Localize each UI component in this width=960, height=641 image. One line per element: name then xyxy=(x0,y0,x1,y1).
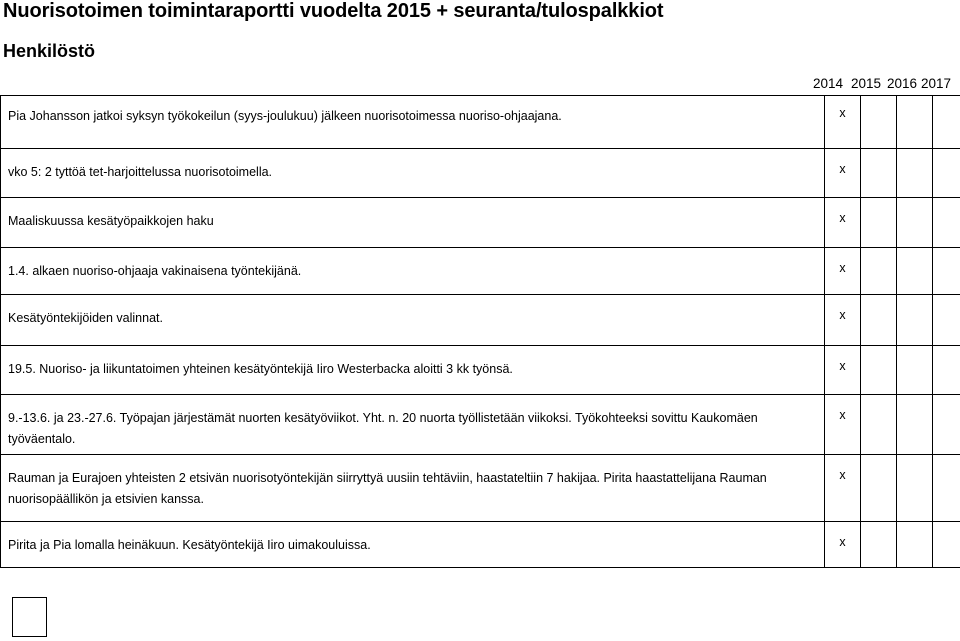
row-text: Kesätyöntekijöiden valinnat. xyxy=(8,311,163,325)
table-row xyxy=(1,455,960,522)
year-cell xyxy=(861,198,897,248)
year-label-2014: 2014 xyxy=(813,76,844,91)
year-cell xyxy=(897,248,933,295)
year-cell xyxy=(897,455,933,522)
year-cell xyxy=(897,149,933,198)
year-cell xyxy=(861,346,897,395)
year-mark: x xyxy=(839,261,846,275)
table-row xyxy=(1,522,960,568)
table-row xyxy=(1,395,960,455)
table-row xyxy=(1,198,960,248)
table-row xyxy=(1,346,960,395)
year-cell xyxy=(933,395,960,455)
year-cell xyxy=(933,149,960,198)
year-cell xyxy=(897,346,933,395)
year-label-2016: 2016 xyxy=(887,76,918,91)
year-cell xyxy=(897,395,933,455)
row-text: Pia Johansson jatkoi syksyn työkokeilun (syys-joulukuu) jälkeen nuorisotoimessa nuoriso-ohjaajana. xyxy=(8,109,562,123)
year-mark: x xyxy=(839,535,846,549)
year-cell xyxy=(861,96,897,149)
year-cell xyxy=(897,198,933,248)
year-cell xyxy=(861,149,897,198)
year-cell xyxy=(897,522,933,568)
row-text: Rauman ja Eurajoen yhteisten 2 etsivän nuorisotyöntekijän siirryttyä uusiin tehtäviin, haastateltiin 7 hakijaa. Pirita haastattelijana Rauman nuorisopäällikön ja etsivien kanssa. xyxy=(8,471,767,506)
year-cell xyxy=(897,96,933,149)
row-text: Maaliskuussa kesätyöpaikkojen haku xyxy=(8,214,214,228)
year-cell xyxy=(861,248,897,295)
table-row xyxy=(1,295,960,346)
year-mark: x xyxy=(839,408,846,422)
row-text: 9.-13.6. ja 23.-27.6. Työpajan järjestämät nuorten kesätyöviikot. Yht. n. 20 nuorta työllistetään viikoksi. Työkohteeksi sovittu Kaukomäen työväentalo. xyxy=(8,411,758,446)
year-mark: x xyxy=(839,162,846,176)
year-cell xyxy=(861,522,897,568)
year-cell xyxy=(933,295,960,346)
year-label-2017: 2017 xyxy=(921,76,952,91)
page-title: Nuorisotoimen toimintaraportti vuodelta 2015 + seuranta/tulospalkkiot xyxy=(3,0,664,22)
year-cell xyxy=(933,198,960,248)
table-row xyxy=(1,149,960,198)
row-text: Pirita ja Pia lomalla heinäkuun. Kesätyöntekijä Iiro uimakouluissa. xyxy=(8,538,371,552)
empty-checkbox[interactable] xyxy=(12,597,47,637)
section-heading: Henkilöstö xyxy=(3,41,96,61)
report-table xyxy=(0,95,960,568)
year-cell xyxy=(933,346,960,395)
year-mark: x xyxy=(839,106,846,120)
row-text: 19.5. Nuoriso- ja liikuntatoimen yhteinen kesätyöntekijä Iiro Westerbacka aloitti 3 kk työnsä. xyxy=(8,362,513,376)
table-row xyxy=(1,248,960,295)
year-mark: x xyxy=(839,468,846,482)
row-text: 1.4. alkaen nuoriso-ohjaaja vakinaisena työntekijänä. xyxy=(8,264,302,278)
table-row xyxy=(1,96,960,149)
year-cell xyxy=(861,295,897,346)
year-cell xyxy=(933,455,960,522)
year-cell xyxy=(933,248,960,295)
year-cell xyxy=(933,522,960,568)
year-mark: x xyxy=(839,359,846,373)
year-mark: x xyxy=(839,308,846,322)
year-cell xyxy=(897,295,933,346)
year-label-2015: 2015 xyxy=(851,76,882,91)
year-cell xyxy=(933,96,960,149)
year-mark: x xyxy=(839,211,846,225)
year-cell xyxy=(861,455,897,522)
row-text: vko 5: 2 tyttöä tet-harjoittelussa nuorisotoimella. xyxy=(8,165,273,179)
year-cell xyxy=(861,395,897,455)
